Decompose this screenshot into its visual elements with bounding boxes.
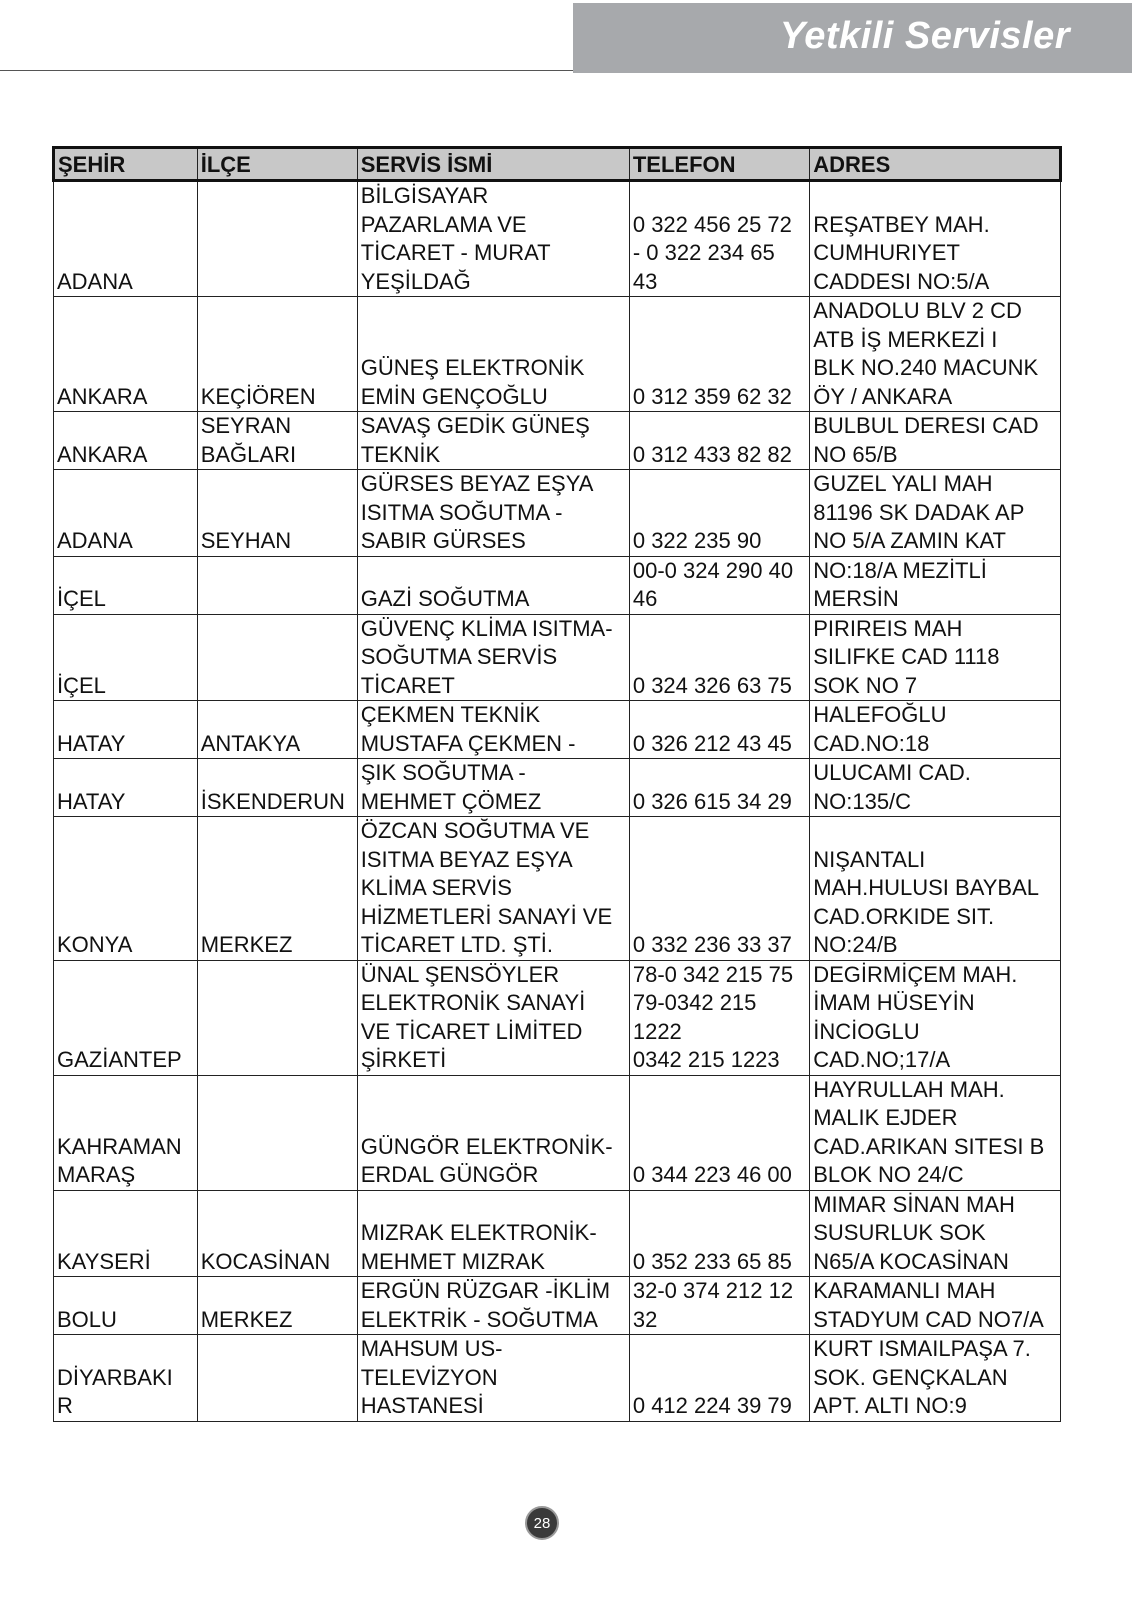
cell-address: GUZEL YALI MAH 81196 SK DADAK AP NO 5/A ZAMIN KAT bbox=[810, 470, 1061, 557]
table-row bbox=[54, 1335, 1061, 1422]
cell-address: HALEFOĞLU CAD.NO:18 bbox=[810, 701, 1061, 759]
cell-phone: 0 324 326 63 75 bbox=[629, 614, 809, 701]
page-title: Yetkili Servisler bbox=[779, 15, 1070, 57]
cell-address: MIMAR SİNAN MAH SUSURLUK SOK N65/A KOCASİNAN bbox=[810, 1190, 1061, 1277]
table-row bbox=[54, 1277, 1061, 1335]
table-row bbox=[54, 297, 1061, 412]
cell-phone: 78-0 342 215 75 79-0342 215 1222 0342 215 1223 bbox=[629, 960, 809, 1075]
cell-address: NO:18/A MEZİTLİ MERSİN bbox=[810, 556, 1061, 614]
cell-phone: 00-0 324 290 40 46 bbox=[629, 556, 809, 614]
cell-city: KONYA bbox=[54, 817, 198, 961]
cell-district: KEÇİÖREN bbox=[197, 297, 357, 412]
cell-phone: 0 352 233 65 85 bbox=[629, 1190, 809, 1277]
cell-address: DEGİRMİÇEM MAH. İMAM HÜSEYİN İNCİOGLU CAD.NO;17/A bbox=[810, 960, 1061, 1075]
cell-service-name: ERGÜN RÜZGAR -İKLİM ELEKTRİK - SOĞUTMA bbox=[357, 1277, 629, 1335]
cell-address: PIRIREIS MAH SILIFKE CAD 1118 SOK NO 7 bbox=[810, 614, 1061, 701]
cell-service-name: GÜVENÇ KLİMA ISITMA- SOĞUTMA SERVİS TİCARET bbox=[357, 614, 629, 701]
cell-district bbox=[197, 181, 357, 297]
cell-city: ADANA bbox=[54, 181, 198, 297]
cell-city: ANKARA bbox=[54, 297, 198, 412]
cell-address: ULUCAMI CAD. NO:135/C bbox=[810, 759, 1061, 817]
column-header-address: ADRES bbox=[810, 148, 1061, 181]
cell-service-name: ŞIK SOĞUTMA - MEHMET ÇÖMEZ bbox=[357, 759, 629, 817]
table-row bbox=[54, 181, 1061, 297]
cell-service-name: BİLGİSAYAR PAZARLAMA VE TİCARET - MURAT YEŞİLDAĞ bbox=[357, 181, 629, 297]
cell-address: HAYRULLAH MAH. MALIK EJDER CAD.ARIKAN SITESI B BLOK NO 24/C bbox=[810, 1075, 1061, 1190]
cell-district: ANTAKYA bbox=[197, 701, 357, 759]
cell-district: SEYHAN bbox=[197, 470, 357, 557]
cell-address: NIŞANTALI MAH.HULUSI BAYBAL CAD.ORKIDE SIT. NO:24/B bbox=[810, 817, 1061, 961]
cell-district: MERKEZ bbox=[197, 817, 357, 961]
cell-address: KURT ISMAILPAŞA 7. SOK. GENÇKALAN APT. ALTI NO:9 bbox=[810, 1335, 1061, 1422]
cell-service-name: GÜRSES BEYAZ EŞYA ISITMA SOĞUTMA - SABIR GÜRSES bbox=[357, 470, 629, 557]
cell-service-name: ÇEKMEN TEKNİK MUSTAFA ÇEKMEN - bbox=[357, 701, 629, 759]
cell-service-name: MAHSUM US- TELEVİZYON HASTANESİ bbox=[357, 1335, 629, 1422]
cell-city: İÇEL bbox=[54, 614, 198, 701]
page-number-badge bbox=[525, 1506, 559, 1540]
table-row bbox=[54, 614, 1061, 701]
cell-service-name: MIZRAK ELEKTRONİK- MEHMET MIZRAK bbox=[357, 1190, 629, 1277]
table-row bbox=[54, 470, 1061, 557]
cell-city: KAYSERİ bbox=[54, 1190, 198, 1277]
cell-city: HATAY bbox=[54, 759, 198, 817]
cell-service-name: GAZİ SOĞUTMA bbox=[357, 556, 629, 614]
cell-district: KOCASİNAN bbox=[197, 1190, 357, 1277]
cell-address: BULBUL DERESI CAD NO 65/B bbox=[810, 412, 1061, 470]
table-row bbox=[54, 1190, 1061, 1277]
cell-district bbox=[197, 1075, 357, 1190]
cell-address: KARAMANLI MAH STADYUM CAD NO7/A bbox=[810, 1277, 1061, 1335]
cell-phone: 0 332 236 33 37 bbox=[629, 817, 809, 961]
cell-district: MERKEZ bbox=[197, 1277, 357, 1335]
table-row bbox=[54, 1075, 1061, 1190]
table-header-row bbox=[54, 148, 1061, 181]
page-number: 28 bbox=[533, 1514, 551, 1532]
cell-district: İSKENDERUN bbox=[197, 759, 357, 817]
authorized-services-table bbox=[52, 146, 1062, 1422]
cell-service-name: GÜNGÖR ELEKTRONİK- ERDAL GÜNGÖR bbox=[357, 1075, 629, 1190]
table-row bbox=[54, 556, 1061, 614]
cell-phone: 0 312 433 82 82 bbox=[629, 412, 809, 470]
cell-service-name: SAVAŞ GEDİK GÜNEŞ TEKNİK bbox=[357, 412, 629, 470]
cell-district: SEYRAN BAĞLARI bbox=[197, 412, 357, 470]
header-banner bbox=[573, 3, 1132, 73]
cell-city: İÇEL bbox=[54, 556, 198, 614]
cell-address: ANADOLU BLV 2 CD ATB İŞ MERKEZİ I BLK NO.240 MACUNK ÖY / ANKARA bbox=[810, 297, 1061, 412]
column-header-service-name: SERVİS İSMİ bbox=[357, 148, 629, 181]
table-row bbox=[54, 759, 1061, 817]
cell-city: BOLU bbox=[54, 1277, 198, 1335]
table-row bbox=[54, 960, 1061, 1075]
table-row bbox=[54, 817, 1061, 961]
cell-phone: 0 312 359 62 32 bbox=[629, 297, 809, 412]
cell-service-name: ÜNAL ŞENSÖYLER ELEKTRONİK SANAYİ VE TİCARET LİMİTED ŞİRKETİ bbox=[357, 960, 629, 1075]
cell-district bbox=[197, 556, 357, 614]
column-header-phone: TELEFON bbox=[629, 148, 809, 181]
header-rule bbox=[0, 70, 573, 71]
cell-service-name: ÖZCAN SOĞUTMA VE ISITMA BEYAZ EŞYA KLİMA SERVİS HİZMETLERİ SANAYİ VE TİCARET LTD. ŞTİ. bbox=[357, 817, 629, 961]
cell-city: ADANA bbox=[54, 470, 198, 557]
cell-city: HATAY bbox=[54, 701, 198, 759]
cell-service-name: GÜNEŞ ELEKTRONİK EMİN GENÇOĞLU bbox=[357, 297, 629, 412]
table-row bbox=[54, 701, 1061, 759]
cell-city: KAHRAMAN MARAŞ bbox=[54, 1075, 198, 1190]
cell-phone: 0 326 615 34 29 bbox=[629, 759, 809, 817]
cell-district bbox=[197, 614, 357, 701]
table-row bbox=[54, 412, 1061, 470]
cell-district bbox=[197, 1335, 357, 1422]
column-header-district: İLÇE bbox=[197, 148, 357, 181]
cell-district bbox=[197, 960, 357, 1075]
cell-phone: 0 326 212 43 45 bbox=[629, 701, 809, 759]
cell-phone: 0 412 224 39 79 bbox=[629, 1335, 809, 1422]
cell-address: REŞATBEY MAH. CUMHURIYET CADDESI NO:5/A bbox=[810, 181, 1061, 297]
column-header-city: ŞEHİR bbox=[54, 148, 198, 181]
cell-phone: 0 322 456 25 72 - 0 322 234 65 43 bbox=[629, 181, 809, 297]
cell-phone: 0 344 223 46 00 bbox=[629, 1075, 809, 1190]
cell-city: ANKARA bbox=[54, 412, 198, 470]
cell-city: GAZİANTEP bbox=[54, 960, 198, 1075]
cell-phone: 32-0 374 212 12 32 bbox=[629, 1277, 809, 1335]
cell-city: DİYARBAKI R bbox=[54, 1335, 198, 1422]
cell-phone: 0 322 235 90 bbox=[629, 470, 809, 557]
